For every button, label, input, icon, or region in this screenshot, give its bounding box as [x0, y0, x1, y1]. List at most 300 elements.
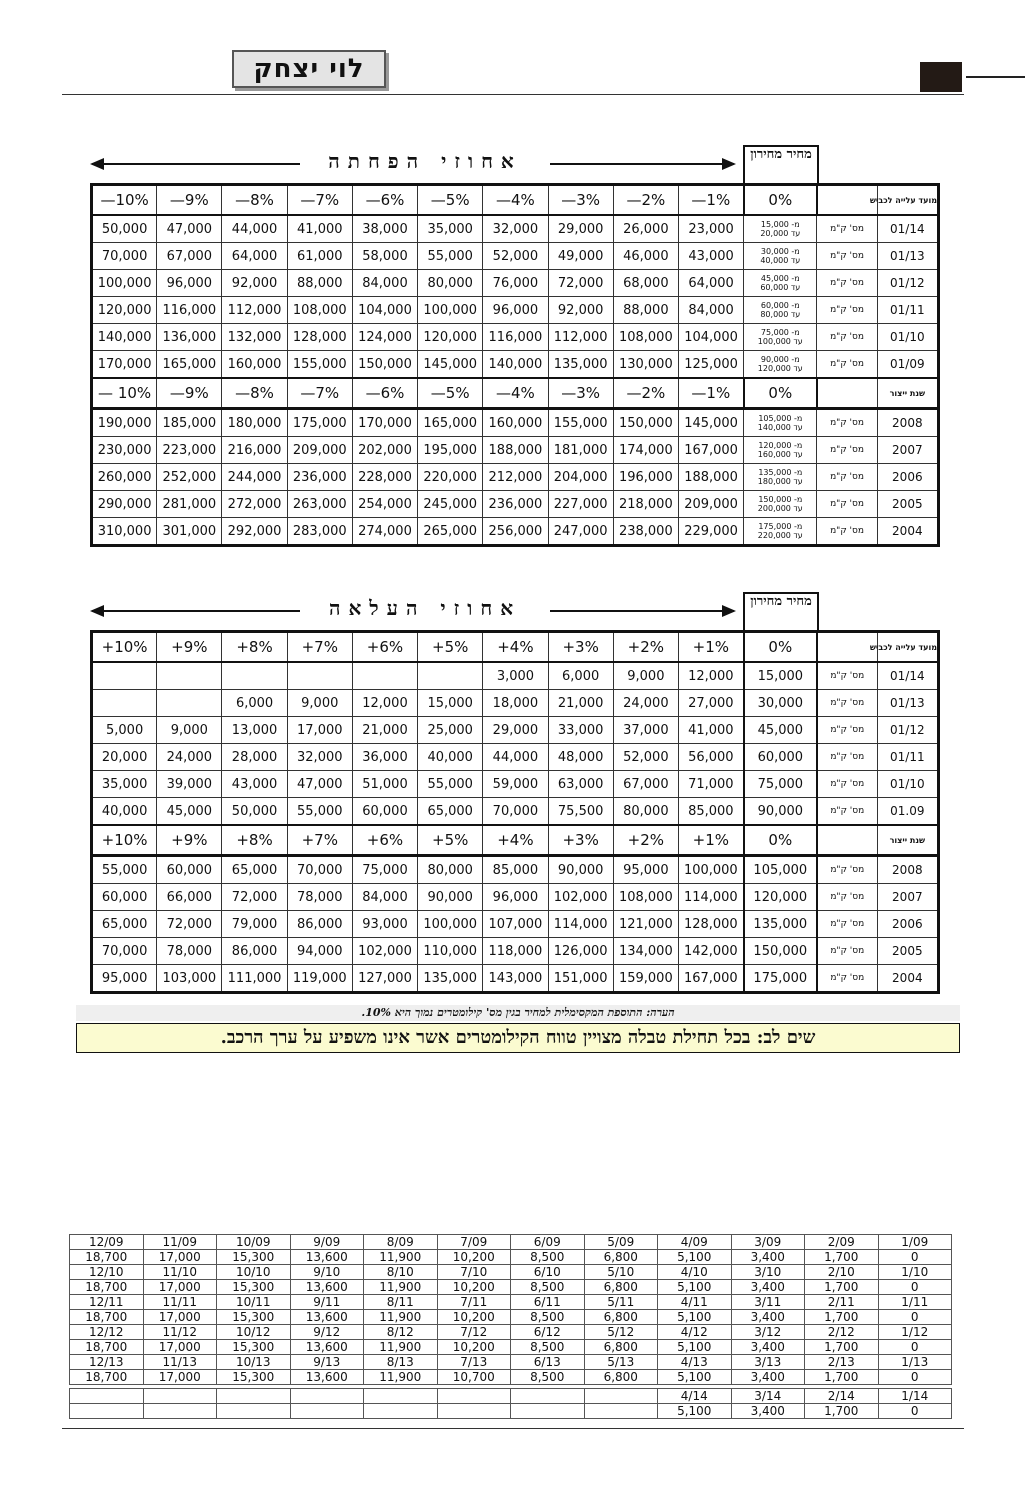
- base-price: 75,000: [744, 771, 817, 798]
- month-cell: [143, 1389, 217, 1404]
- month-cell: 11/10: [143, 1265, 217, 1280]
- value-cell: 126,000: [548, 938, 613, 965]
- km-label: מס' ק"מ: [817, 717, 877, 744]
- value-cell: 175,000: [287, 409, 352, 437]
- blank-header: [817, 185, 877, 216]
- value-cell: 94,000: [287, 938, 352, 965]
- month-value: 8,500: [511, 1250, 585, 1265]
- month-value: 15,300: [217, 1310, 291, 1325]
- value-cell: 119,000: [287, 965, 352, 993]
- logo: לוי יצחק: [232, 50, 386, 88]
- month-cell: 3/14: [731, 1389, 805, 1404]
- value-cell: 55,000: [418, 243, 483, 270]
- km-from: מ- 105,000: [758, 414, 803, 423]
- value-cell: 108,000: [613, 324, 678, 351]
- value-cell: 65,000: [222, 856, 287, 884]
- table-row: [92, 437, 939, 464]
- month-value-row: [70, 1370, 952, 1385]
- value-cell: 20,000: [92, 744, 157, 771]
- value-cell: 204,000: [548, 464, 613, 491]
- percent-header: +1%: [678, 825, 743, 856]
- value-cell: 39,000: [157, 771, 222, 798]
- month-cell: 4/11: [658, 1295, 732, 1310]
- value-cell: 3,000: [483, 662, 548, 690]
- month-value: 17,000: [143, 1310, 217, 1325]
- month-cell: [70, 1389, 144, 1404]
- value-cell: 310,000: [92, 518, 157, 546]
- value-cell: 6,000: [548, 662, 613, 690]
- month-cell: 2/10: [805, 1265, 879, 1280]
- table-row: [92, 662, 939, 690]
- value-cell: [157, 662, 222, 690]
- month-value: 1,700: [805, 1370, 879, 1385]
- month-value: 5,100: [658, 1404, 732, 1419]
- value-cell: 75,500: [548, 798, 613, 826]
- value-cell: 218,000: [613, 491, 678, 518]
- production-year: 2007: [877, 884, 938, 911]
- road-date: 01/14: [877, 662, 938, 690]
- column-header: שנת ייצור: [877, 378, 938, 409]
- km-label: מס' ק"מ: [817, 437, 877, 464]
- value-cell: 68,000: [613, 270, 678, 297]
- road-date: 01/10: [877, 771, 938, 798]
- month-value: [584, 1404, 658, 1419]
- value-cell: 281,000: [157, 491, 222, 518]
- value-cell: 44,000: [222, 215, 287, 243]
- km-to: עד 180,000: [757, 477, 803, 486]
- month-cell: 8/10: [364, 1265, 438, 1280]
- value-cell: 92,000: [222, 270, 287, 297]
- production-year: 2008: [877, 856, 938, 884]
- km-to: עד 100,000: [757, 337, 803, 346]
- percent-header: —10%: [92, 185, 157, 216]
- month-value: [437, 1404, 511, 1419]
- month-cell: 12/12: [70, 1325, 144, 1340]
- value-cell: 254,000: [352, 491, 417, 518]
- production-year: 2005: [877, 938, 938, 965]
- month-cell: 1/14: [878, 1389, 952, 1404]
- list-price-header: מחיר מחירון: [743, 145, 819, 183]
- percent-header: —9%: [157, 378, 222, 409]
- percent-header: —5%: [418, 378, 483, 409]
- value-cell: 75,000: [352, 856, 417, 884]
- percent-header: +5%: [418, 632, 483, 663]
- value-cell: 56,000: [678, 744, 743, 771]
- value-cell: 180,000: [222, 409, 287, 437]
- corner-block: [920, 62, 962, 92]
- month-cell: [364, 1389, 438, 1404]
- month-value: 1,700: [805, 1340, 879, 1355]
- month-cell: [584, 1389, 658, 1404]
- percent-header: +10%: [92, 825, 157, 856]
- value-cell: 36,000: [352, 744, 417, 771]
- month-cell: 12/10: [70, 1265, 144, 1280]
- month-cell: 6/09: [511, 1235, 585, 1250]
- table-row: [92, 270, 939, 297]
- month-value: 11,900: [364, 1370, 438, 1385]
- percent-header: +7%: [287, 825, 352, 856]
- value-cell: 9,000: [287, 690, 352, 717]
- value-cell: 104,000: [352, 297, 417, 324]
- table-row: [92, 911, 939, 938]
- month-cell: 9/11: [290, 1295, 364, 1310]
- value-cell: 118,000: [483, 938, 548, 965]
- month-value: 10,200: [437, 1280, 511, 1295]
- km-label: מס' ק"מ: [817, 662, 877, 690]
- value-cell: 185,000: [157, 409, 222, 437]
- month-cell: 1/12: [878, 1325, 952, 1340]
- month-cell: 5/09: [584, 1235, 658, 1250]
- percent-header: —8%: [222, 185, 287, 216]
- note: הערה: התוספת המקסימלית למחיר בגין מס' קילומטרים נמוך היא 10%.: [76, 1005, 960, 1021]
- value-cell: 13,000: [222, 717, 287, 744]
- production-year: 2004: [877, 518, 938, 546]
- column-header: מועד עלייה לכביש: [877, 185, 938, 216]
- production-year: 2006: [877, 464, 938, 491]
- table-row: [92, 215, 939, 243]
- value-cell: 95,000: [613, 856, 678, 884]
- value-cell: 100,000: [418, 911, 483, 938]
- value-cell: 165,000: [418, 409, 483, 437]
- corner-line: [966, 76, 1025, 78]
- table-row: [92, 491, 939, 518]
- month-value: 15,300: [217, 1280, 291, 1295]
- value-cell: 90,000: [418, 884, 483, 911]
- value-cell: 72,000: [157, 911, 222, 938]
- value-cell: 247,000: [548, 518, 613, 546]
- value-cell: 45,000: [157, 798, 222, 826]
- value-cell: [418, 662, 483, 690]
- value-cell: 78,000: [157, 938, 222, 965]
- km-from: מ- 60,000: [760, 301, 800, 310]
- road-date: 01/12: [877, 717, 938, 744]
- footer-divider: [62, 1428, 964, 1429]
- value-cell: 47,000: [157, 215, 222, 243]
- month-value: 15,300: [217, 1250, 291, 1265]
- percent-header: +9%: [157, 632, 222, 663]
- value-cell: 32,000: [483, 215, 548, 243]
- value-cell: 120,000: [418, 324, 483, 351]
- month-row: [70, 1389, 952, 1404]
- value-cell: 80,000: [613, 798, 678, 826]
- month-value: 6,800: [584, 1310, 658, 1325]
- km-from: מ- 45,000: [760, 274, 800, 283]
- base-price: 45,000: [744, 717, 817, 744]
- month-cell: 2/12: [805, 1325, 879, 1340]
- month-value: 3,400: [731, 1250, 805, 1265]
- value-cell: 9,000: [157, 717, 222, 744]
- km-from: מ- 175,000: [758, 522, 803, 531]
- month-row: [70, 1355, 952, 1370]
- value-cell: 121,000: [613, 911, 678, 938]
- km-label: מס' ק"מ: [817, 464, 877, 491]
- km-range: [744, 409, 817, 437]
- km-to: עד 140,000: [757, 423, 803, 432]
- percent-header: 0%: [744, 632, 817, 663]
- value-cell: 104,000: [678, 324, 743, 351]
- month-value: 13,600: [290, 1280, 364, 1295]
- month-cell: 7/12: [437, 1325, 511, 1340]
- month-value: 13,600: [290, 1370, 364, 1385]
- value-cell: 60,000: [92, 884, 157, 911]
- value-cell: 61,000: [287, 243, 352, 270]
- month-cell: 7/10: [437, 1265, 511, 1280]
- month-value: 10,700: [437, 1370, 511, 1385]
- value-cell: 190,000: [92, 409, 157, 437]
- month-row: [70, 1235, 952, 1250]
- month-cell: 8/13: [364, 1355, 438, 1370]
- month-cell: 7/13: [437, 1355, 511, 1370]
- value-cell: 167,000: [678, 965, 743, 993]
- value-cell: 76,000: [483, 270, 548, 297]
- month-value: 5,100: [658, 1250, 732, 1265]
- month-value-row: [70, 1250, 952, 1265]
- month-value: 1,700: [805, 1250, 879, 1265]
- month-value: 6,800: [584, 1250, 658, 1265]
- month-value: 0: [878, 1370, 952, 1385]
- month-cell: 5/10: [584, 1265, 658, 1280]
- month-value: [217, 1404, 291, 1419]
- percent-header: +1%: [678, 632, 743, 663]
- value-cell: 263,000: [287, 491, 352, 518]
- percent-header-row: [92, 632, 939, 663]
- value-cell: 41,000: [287, 215, 352, 243]
- value-cell: 96,000: [483, 297, 548, 324]
- value-cell: 59,000: [483, 771, 548, 798]
- month-value: 5,100: [658, 1370, 732, 1385]
- value-cell: 142,000: [678, 938, 743, 965]
- km-to: עד 160,000: [757, 450, 803, 459]
- value-cell: 24,000: [157, 744, 222, 771]
- value-cell: 47,000: [287, 771, 352, 798]
- month-value: 8,500: [511, 1280, 585, 1295]
- value-cell: 60,000: [157, 856, 222, 884]
- table-row: [92, 297, 939, 324]
- month-cell: 12/13: [70, 1355, 144, 1370]
- value-cell: 108,000: [287, 297, 352, 324]
- value-cell: 108,000: [613, 884, 678, 911]
- production-year: 2006: [877, 911, 938, 938]
- km-to: עד 40,000: [760, 256, 801, 265]
- value-cell: 160,000: [483, 409, 548, 437]
- value-cell: 128,000: [287, 324, 352, 351]
- value-cell: 290,000: [92, 491, 157, 518]
- month-cell: 1/09: [878, 1235, 952, 1250]
- month-cell: [217, 1389, 291, 1404]
- depreciation-title: אחוזי הפחתה: [300, 149, 550, 174]
- month-value: 17,000: [143, 1370, 217, 1385]
- km-label: מס' ק"מ: [817, 297, 877, 324]
- increase-section: [90, 592, 940, 994]
- km-range: [744, 324, 817, 351]
- percent-header: +9%: [157, 825, 222, 856]
- value-cell: 140,000: [483, 351, 548, 379]
- value-cell: 145,000: [678, 409, 743, 437]
- road-date: 01/10: [877, 324, 938, 351]
- month-value: 13,600: [290, 1340, 364, 1355]
- value-cell: 70,000: [287, 856, 352, 884]
- value-cell: 209,000: [678, 491, 743, 518]
- value-cell: 111,000: [222, 965, 287, 993]
- value-cell: 78,000: [287, 884, 352, 911]
- value-cell: 100,000: [92, 270, 157, 297]
- percent-header-row: [92, 825, 939, 856]
- month-cell: [290, 1389, 364, 1404]
- month-value: [143, 1404, 217, 1419]
- month-value: 11,900: [364, 1310, 438, 1325]
- month-cell: 4/10: [658, 1265, 732, 1280]
- percent-header: +4%: [483, 825, 548, 856]
- month-cell: 9/12: [290, 1325, 364, 1340]
- km-from: מ- 150,000: [758, 495, 803, 504]
- value-cell: 103,000: [157, 965, 222, 993]
- value-cell: 60,000: [352, 798, 417, 826]
- road-date: 01/09: [877, 351, 938, 379]
- value-cell: 63,000: [548, 771, 613, 798]
- value-cell: 170,000: [92, 351, 157, 379]
- table-row: [92, 464, 939, 491]
- value-cell: 38,000: [352, 215, 417, 243]
- value-cell: 112,000: [548, 324, 613, 351]
- value-cell: 27,000: [678, 690, 743, 717]
- month-value: 13,600: [290, 1250, 364, 1265]
- month-value: 11,900: [364, 1340, 438, 1355]
- value-cell: 46,000: [613, 243, 678, 270]
- value-cell: 125,000: [678, 351, 743, 379]
- value-cell: 84,000: [352, 270, 417, 297]
- column-header: שנת ייצור: [877, 825, 938, 856]
- value-cell: 35,000: [92, 771, 157, 798]
- percent-header: —6%: [352, 185, 417, 216]
- month-value-row: [70, 1404, 952, 1419]
- month-value: 1,700: [805, 1280, 879, 1295]
- value-cell: 134,000: [613, 938, 678, 965]
- percent-header: —4%: [483, 378, 548, 409]
- value-cell: 212,000: [483, 464, 548, 491]
- value-cell: 112,000: [222, 297, 287, 324]
- value-cell: 301,000: [157, 518, 222, 546]
- value-cell: 96,000: [157, 270, 222, 297]
- blank-header: [817, 825, 877, 856]
- month-value: 18,700: [70, 1310, 144, 1325]
- attention-banner: שים לב: בכל תחילת טבלה מצויין טווח הקילומטרים אשר אינו משפיע על ערך הרכב.: [76, 1023, 960, 1053]
- km-label: מס' ק"מ: [817, 270, 877, 297]
- month-cell: 12/11: [70, 1295, 144, 1310]
- km-range: [744, 491, 817, 518]
- month-value: 3,400: [731, 1310, 805, 1325]
- table-row: [92, 690, 939, 717]
- header-divider: [62, 94, 964, 95]
- value-cell: 150,000: [352, 351, 417, 379]
- month-cell: 5/11: [584, 1295, 658, 1310]
- km-label: מס' ק"מ: [817, 690, 877, 717]
- km-label: מס' ק"מ: [817, 243, 877, 270]
- km-label: מס' ק"מ: [817, 856, 877, 884]
- value-cell: 220,000: [418, 464, 483, 491]
- month-value: 5,100: [658, 1340, 732, 1355]
- value-cell: 23,000: [678, 215, 743, 243]
- value-cell: 114,000: [548, 911, 613, 938]
- month-value: 6,800: [584, 1370, 658, 1385]
- production-year: 2008: [877, 409, 938, 437]
- value-cell: 67,000: [157, 243, 222, 270]
- value-cell: 84,000: [352, 884, 417, 911]
- percent-header: +2%: [613, 632, 678, 663]
- value-cell: 227,000: [548, 491, 613, 518]
- road-date: 01/12: [877, 270, 938, 297]
- value-cell: 145,000: [418, 351, 483, 379]
- value-cell: 107,000: [483, 911, 548, 938]
- month-value: 11,900: [364, 1250, 438, 1265]
- month-cell: 12/09: [70, 1235, 144, 1250]
- value-cell: 283,000: [287, 518, 352, 546]
- month-cell: 2/11: [805, 1295, 879, 1310]
- value-cell: 72,000: [222, 884, 287, 911]
- value-cell: 48,000: [548, 744, 613, 771]
- km-label: מס' ק"מ: [817, 965, 877, 993]
- value-cell: 100,000: [678, 856, 743, 884]
- base-price: 135,000: [744, 911, 817, 938]
- value-cell: 96,000: [483, 884, 548, 911]
- percent-header: +6%: [352, 825, 417, 856]
- month-cell: 11/09: [143, 1235, 217, 1250]
- value-cell: 66,000: [157, 884, 222, 911]
- percent-header: +3%: [548, 632, 613, 663]
- table-row: [92, 771, 939, 798]
- road-date: 01/13: [877, 690, 938, 717]
- value-cell: 110,000: [418, 938, 483, 965]
- month-value: 18,700: [70, 1370, 144, 1385]
- month-value: 0: [878, 1280, 952, 1295]
- increase-title: אחוזי העלאה: [300, 596, 550, 621]
- value-cell: 252,000: [157, 464, 222, 491]
- month-value: 15,300: [217, 1370, 291, 1385]
- value-cell: 195,000: [418, 437, 483, 464]
- month-cell: 6/11: [511, 1295, 585, 1310]
- value-cell: 44,000: [483, 744, 548, 771]
- month-value: 0: [878, 1250, 952, 1265]
- value-cell: 92,000: [548, 297, 613, 324]
- month-cell: 1/10: [878, 1265, 952, 1280]
- km-label: מס' ק"מ: [817, 351, 877, 379]
- month-cell: 10/11: [217, 1295, 291, 1310]
- km-from: מ- 90,000: [760, 355, 800, 364]
- value-cell: 223,000: [157, 437, 222, 464]
- value-cell: 52,000: [613, 744, 678, 771]
- value-cell: 65,000: [418, 798, 483, 826]
- month-cell: 7/09: [437, 1235, 511, 1250]
- month-cell: 6/12: [511, 1325, 585, 1340]
- value-cell: 100,000: [418, 297, 483, 324]
- value-cell: 33,000: [548, 717, 613, 744]
- month-row: [70, 1265, 952, 1280]
- month-cell: 10/10: [217, 1265, 291, 1280]
- production-year: 2004: [877, 965, 938, 993]
- value-cell: 72,000: [548, 270, 613, 297]
- month-value: 18,700: [70, 1340, 144, 1355]
- month-cell: 5/12: [584, 1325, 658, 1340]
- table-row: [92, 243, 939, 270]
- km-label: מס' ק"מ: [817, 798, 877, 826]
- month-cell: 7/11: [437, 1295, 511, 1310]
- blank-header: [817, 632, 877, 663]
- table-row: [92, 938, 939, 965]
- production-year: 2007: [877, 437, 938, 464]
- value-cell: 5,000: [92, 717, 157, 744]
- table-row: [92, 351, 939, 379]
- percent-header: —9%: [157, 185, 222, 216]
- value-cell: 174,000: [613, 437, 678, 464]
